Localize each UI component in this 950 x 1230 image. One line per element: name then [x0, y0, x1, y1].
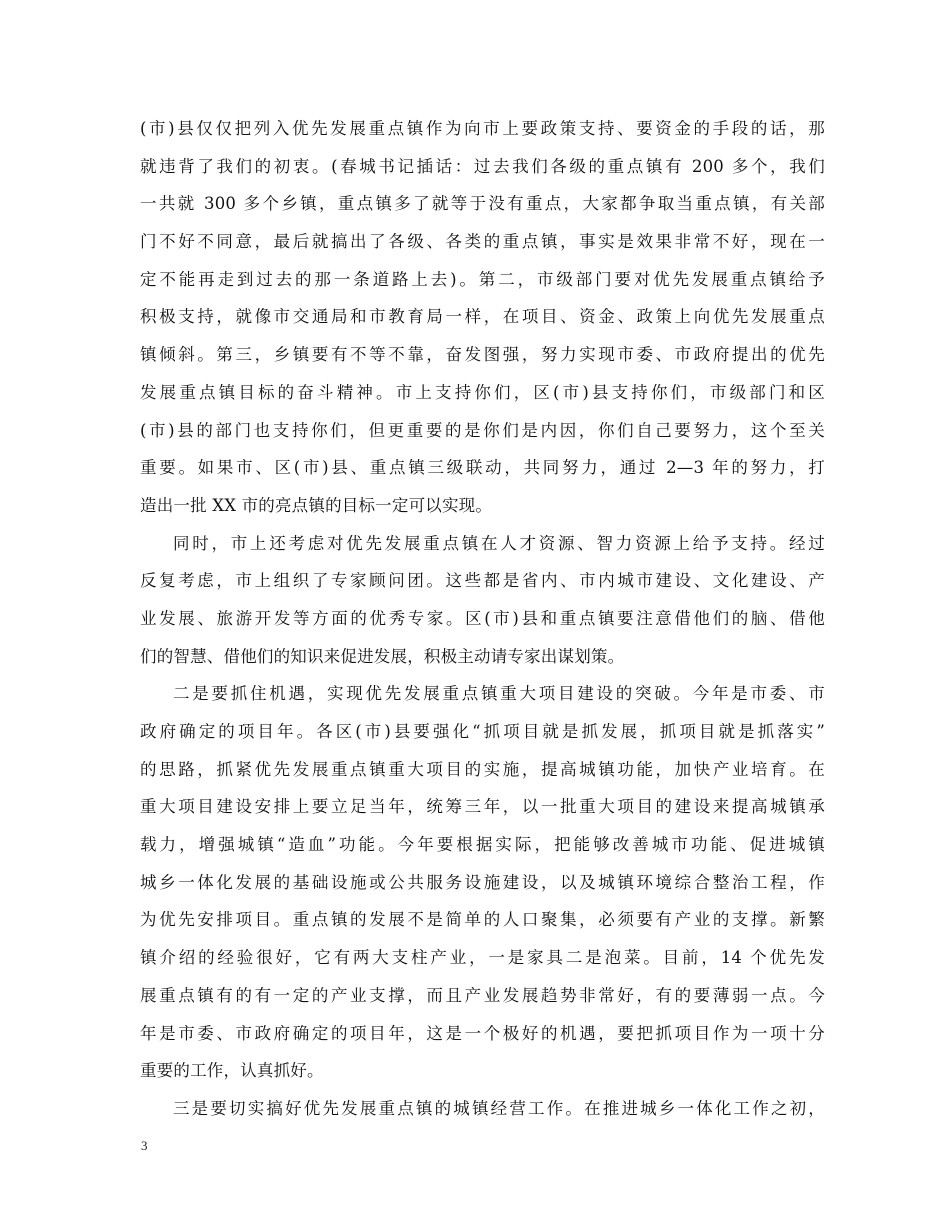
text-line: 一共就 300 多个乡镇，重点镇多了就等于没有重点，大家都争取当重点镇，有关部: [140, 194, 825, 214]
text-line: 城乡一体化发展的基础设施或公共服务设施建设，以及城镇环境综合整治工程，作: [140, 872, 825, 892]
text-line: 积极支持，就像市交通局和市教育局一样，在项目、资金、政策上向优先发展重点: [140, 307, 825, 327]
paragraph-first-line: 三是要切实搞好优先发展重点镇的城镇经营工作。在推进城乡一体化工作之初，: [173, 1098, 825, 1118]
text-line: 门不好不同意，最后就搞出了各级、各类的重点镇，事实是效果非常不好，现在一: [140, 232, 825, 252]
text-line: 镇介绍的经验很好，它有两大支柱产业，一是家具二是泡菜。目前，14 个优先发: [140, 948, 825, 968]
text-line: 定不能再走到过去的那一条道路上去)。第二，市级部门要对优先发展重点镇给予: [140, 269, 825, 289]
text-line: 展重点镇有的有一定的产业支撑，而且产业发展趋势非常好，有的要薄弱一点。今: [140, 985, 825, 1005]
paragraph-first-line: 二是要抓住机遇，实现优先发展重点镇重大项目建设的突破。今年是市委、市: [173, 684, 825, 704]
text-line: 重大项目建设安排上要立足当年，统筹三年，以一批重大项目的建设来提高城镇承: [140, 797, 825, 817]
text-line: 重要。如果市、区(市)县、重点镇三级联动，共同努力，通过 2—3 年的努力，打: [140, 458, 825, 478]
text-line: 年是市委、市政府确定的项目年，这是一个极好的机遇，要把抓项目作为一项十分: [140, 1023, 825, 1043]
text-line: 镇倾斜。第三，乡镇要有不等不靠，奋发图强，努力实现市委、市政府提出的优先: [140, 345, 825, 365]
text-line: 重要的工作，认真抓好。: [140, 1061, 324, 1081]
page-number: 3: [141, 1138, 148, 1153]
paragraph-first-line: 同时，市上还考虑对优先发展重点镇在人才资源、智力资源上给予支持。经过: [173, 533, 825, 553]
text-line: 们的智慧、借他们的知识来促进发展，积极主动请专家出谋划策。: [140, 646, 625, 666]
text-line: 反复考虑，市上组织了专家顾问团。这些都是省内、市内城市建设、文化建设、产: [140, 571, 825, 591]
text-line: 政府确定的项目年。各区(市)县要强化“抓项目就是抓发展，抓项目就是抓落实”: [140, 722, 825, 741]
text-line: (市)县的部门也支持你们，但更重要的是你们是内因，你们自己要努力，这个至关: [140, 420, 825, 440]
text-line: 就违背了我们的初衷。(春城书记插话：过去我们各级的重点镇有 200 多个，我们: [140, 156, 825, 176]
text-line: (市)县仅仅把列入优先发展重点镇作为向市上要政策支持、要资金的手段的话，那: [140, 119, 825, 138]
text-line: 载力，增强城镇“造血”功能。今年要根据实际，把能够改善城市功能、促进城镇: [140, 835, 825, 855]
text-line: 的思路，抓紧优先发展重点镇重大项目的实施，提高城镇功能，加快产业培育。在: [140, 759, 825, 779]
text-line: 业发展、旅游开发等方面的优秀专家。区(市)县和重点镇要注意借他们的脑、借他: [140, 608, 825, 628]
text-line: 造出一批 XX 市的亮点镇的目标一定可以实现。: [140, 495, 493, 515]
text-line: 为优先安排项目。重点镇的发展不是简单的人口聚集，必须要有产业的支撑。新繁: [140, 910, 825, 930]
text-line: 发展重点镇目标的奋斗精神。市上支持你们，区(市)县支持你们，市级部门和区: [140, 382, 825, 402]
body-text: [140, 110, 825, 1128]
